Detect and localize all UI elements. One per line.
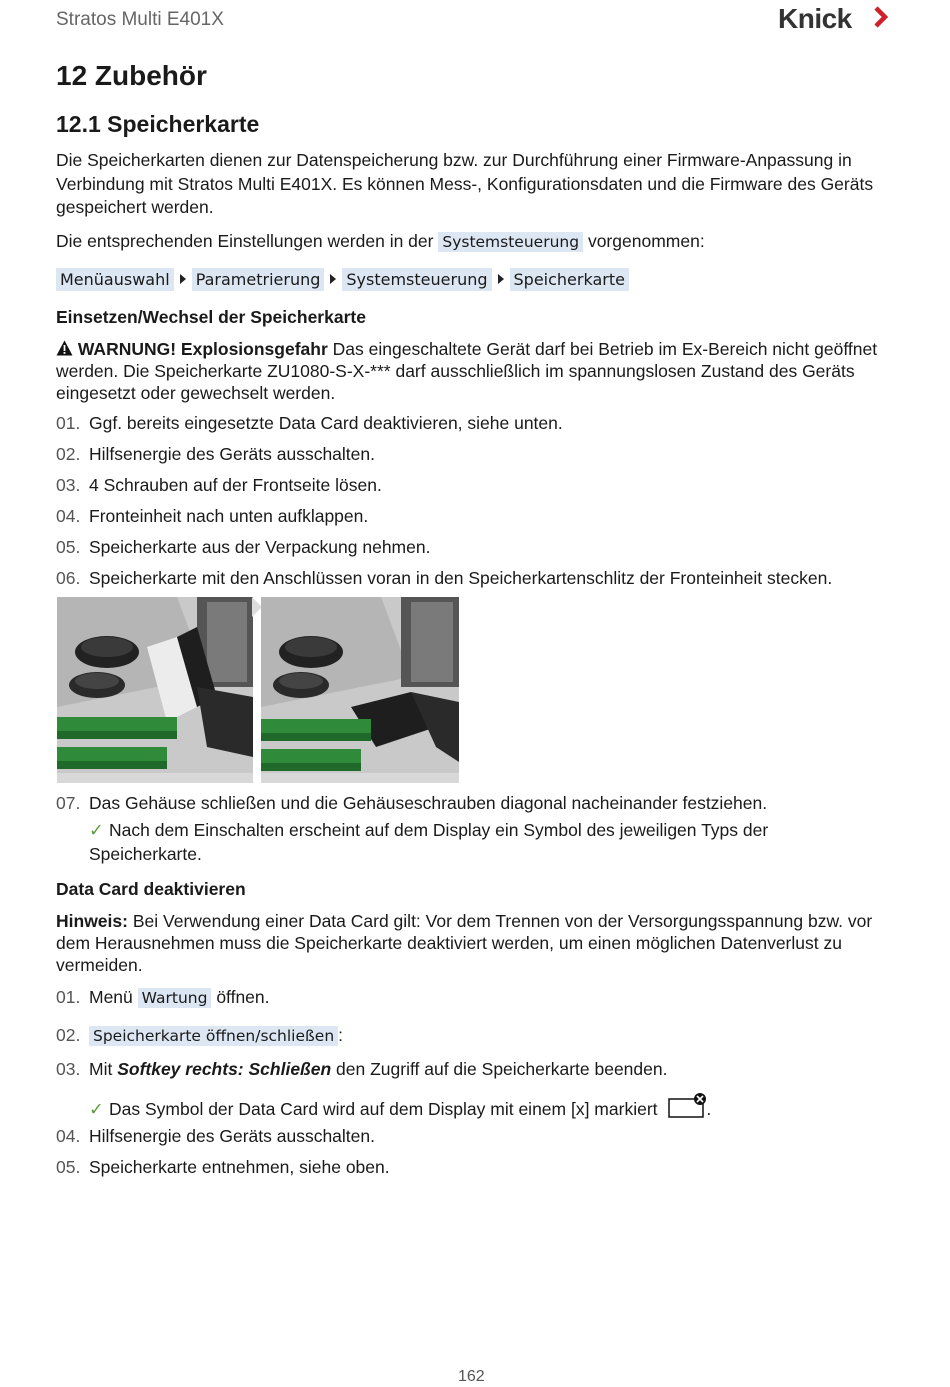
breadcrumb-item-menu: Menüauswahl: [56, 268, 174, 291]
brand-logo: Knick: [778, 3, 852, 34]
hint-label: Hinweis:: [56, 911, 128, 931]
warning-icon: [56, 340, 73, 356]
list-item: 01. Ggf. bereits eingesetzte Data Card deaktivieren, siehe unten.: [56, 413, 563, 433]
breadcrumb-arrow-icon: [180, 274, 186, 284]
intro-settings-text: Die entsprechenden Einstellungen werden in der: [56, 231, 434, 251]
maintenance-menu-tag: Wartung: [138, 988, 212, 1008]
logo-chevron-icon: [872, 5, 890, 29]
card-insertion-photo-2: [261, 597, 459, 783]
page-number: 162: [458, 1368, 485, 1385]
intro-settings-suffix: vorgenommen:: [587, 231, 705, 251]
insert-heading: Einsetzen/Wechsel der Speicherkarte: [56, 307, 366, 327]
intro-settings-line: [56, 230, 886, 255]
list-item: 02. Hilfsenergie des Geräts ausschalten.: [56, 444, 375, 464]
deactivate-heading: Data Card deaktivieren: [56, 879, 246, 899]
warning-label: WARNUNG! Explosionsgefahr: [77, 339, 328, 359]
check-icon: ✓: [89, 1099, 104, 1119]
list-item: 04. Hilfsenergie des Geräts ausschalten.: [56, 1126, 375, 1146]
softkey-emphasis: Softkey rechts: Schließen: [117, 1059, 332, 1079]
intro-paragraph: Die Speicherkarten dienen zur Datenspeicherung bzw. zur Durchführung einer Firmware-Anpassung in Verbindung mit Stratos Multi E401X. Es können Mess-, Konfigurationsdaten und die Firmware des Geräts gespeichert werden.: [56, 150, 874, 217]
breadcrumb-arrow-icon: [330, 274, 336, 284]
list-item: 06. Speicherkarte mit den Anschlüssen voran in den Speicherkartenschlitz der Fronteinheit stecken.: [56, 568, 833, 588]
breadcrumb-arrow-icon: [498, 274, 504, 284]
list-item: 04. Fronteinheit nach unten aufklappen.: [56, 506, 369, 526]
check-icon: ✓: [89, 820, 104, 840]
chapter-title: 12 Zubehör: [56, 60, 207, 91]
hint-text: Bei Verwendung einer Data Card gilt: Vor dem Trennen von der Versorgungsspannung bzw. vor dem Herausnehmen muss die Speicherkarte deaktiviert werden, um einen möglichen Datenverlust zu vermeiden.: [56, 911, 873, 975]
warning-block: [56, 338, 886, 404]
list-item: 05. Speicherkarte entnehmen, siehe oben.: [56, 1157, 390, 1177]
list-item: 02. Speicherkarte öffnen/schließen :: [56, 1025, 344, 1045]
data-card-x-icon: [668, 1093, 706, 1119]
card-open-close-tag: Speicherkarte öffnen/schließen: [89, 1026, 338, 1046]
result-note: ✓ Das Symbol der Data Card wird auf dem Display mit einem [x] markiert .: [89, 1093, 809, 1122]
list-item: 03. 4 Schrauben auf der Frontseite lösen.: [56, 475, 382, 495]
breadcrumb: [56, 267, 629, 291]
section-title: 12.1 Speicherkarte: [56, 111, 260, 137]
list-item: 07. Das Gehäuse schließen und die Gehäuseschrauben diagonal nacheinander festziehen.: [56, 793, 768, 813]
breadcrumb-item-parametrierung: Parametrierung: [192, 268, 325, 291]
breadcrumb-item-speicherkarte: Speicherkarte: [510, 268, 629, 291]
card-insertion-photo-1: [57, 597, 253, 783]
hint-block: [56, 910, 886, 976]
warning-text: Das eingeschaltete Gerät darf bei Betrieb im Ex-Bereich nicht geöffnet werden. Die Speicherkarte ZU1080-S-X-*** darf ausschließlich im spannungslosen Zustand des Geräts eingesetzt oder gewechselt werden.: [56, 339, 878, 403]
list-item: 03. Mit Softkey rechts: Schließen den Zugriff auf die Speicherkarte beenden.: [56, 1059, 668, 1079]
result-note: ✓ Nach dem Einschalten erscheint auf dem Display ein Symbol des jeweiligen Typs der Speicherkarte.: [89, 820, 769, 864]
system-control-tag: Systemsteuerung: [438, 232, 583, 252]
breadcrumb-item-systemsteuerung: Systemsteuerung: [342, 268, 491, 291]
list-item: 05. Speicherkarte aus der Verpackung nehmen.: [56, 537, 431, 557]
list-item: 01. Menü Wartung öffnen.: [56, 987, 270, 1007]
header-product-name: Stratos Multi E401X: [56, 9, 224, 30]
